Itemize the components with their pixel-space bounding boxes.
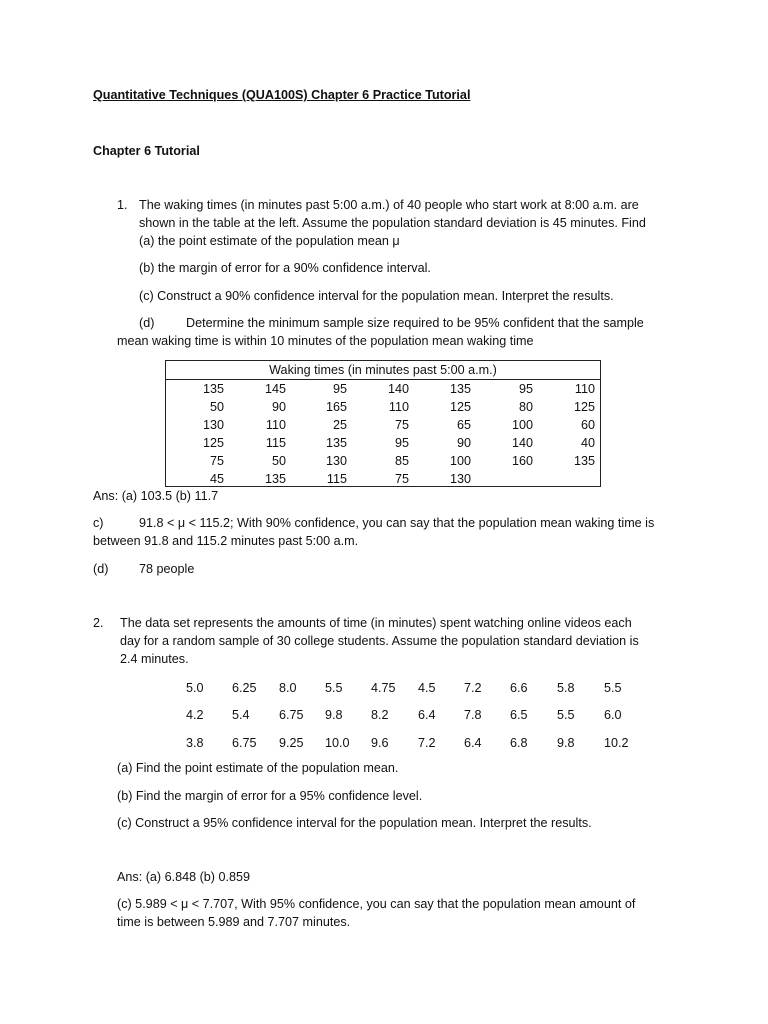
table-cell: 100 — [449, 454, 471, 468]
q1-answer-d-label: (d) — [93, 562, 109, 576]
table-cell: 125 — [202, 436, 224, 450]
table-cell: 135 — [449, 382, 471, 396]
table-cell: 135 — [325, 436, 347, 450]
q2-text-line: 2.4 minutes. — [120, 652, 189, 666]
data-value: 3.8 — [186, 736, 204, 750]
table-cell: 85 — [394, 454, 409, 468]
data-value: 5.5 — [557, 708, 575, 722]
table-caption: Waking times (in minutes past 5:00 a.m.) — [166, 361, 600, 380]
table-cell: 140 — [387, 382, 409, 396]
q1-answer-c-label: c) — [93, 516, 104, 530]
waking-times-table — [165, 360, 601, 487]
data-value: 10.0 — [325, 736, 350, 750]
data-value: 9.6 — [371, 736, 389, 750]
data-value: 5.5 — [604, 681, 622, 695]
table-cell: 45 — [209, 472, 224, 486]
table-cell: 110 — [265, 418, 286, 432]
table-cell: 100 — [511, 418, 533, 432]
q2-part-c: (c) Construct a 95% confidence interval for the population mean. Interpret the results. — [117, 816, 592, 830]
q2-answer-c-line: (c) 5.989 < μ < 7.707, With 95% confidence, you can say that the population mean amount of — [117, 897, 636, 911]
table-cell: 160 — [511, 454, 533, 468]
table-cell: 75 — [209, 454, 224, 468]
q1-part-d-label: (d) — [139, 316, 155, 330]
data-value: 7.2 — [418, 736, 436, 750]
table-cell: 115 — [265, 436, 286, 450]
table-cell: 75 — [394, 418, 409, 432]
q1-part-c: (c) Construct a 90% confidence interval for the population mean. Interpret the results. — [139, 289, 614, 303]
table-cell: 75 — [394, 472, 409, 486]
data-value: 6.6 — [510, 681, 528, 695]
data-value: 7.2 — [464, 681, 482, 695]
table-cell: 110 — [388, 400, 409, 414]
table-cell: 140 — [511, 436, 533, 450]
data-value: 6.4 — [464, 736, 482, 750]
data-value: 5.5 — [325, 681, 343, 695]
q1-text-line: shown in the table at the left. Assume the population standard deviation is 45 minutes. Find — [139, 216, 646, 230]
data-value: 5.8 — [557, 681, 575, 695]
table-cell: 80 — [518, 400, 533, 414]
table-cell: 25 — [332, 418, 347, 432]
table-cell: 95 — [394, 436, 409, 450]
data-value: 6.5 — [510, 708, 528, 722]
table-cell: 60 — [580, 418, 595, 432]
data-value: 6.25 — [232, 681, 257, 695]
q2-number: 2. — [93, 616, 104, 630]
q2-part-b: (b) Find the margin of error for a 95% confidence level. — [117, 789, 423, 803]
q1-text-line: The waking times (in minutes past 5:00 a.m.) of 40 people who start work at 8:00 a.m. are — [139, 198, 639, 212]
table-cell: 95 — [332, 382, 347, 396]
section-heading: Chapter 6 Tutorial — [93, 144, 200, 158]
data-value: 4.5 — [418, 681, 436, 695]
table-cell: 130 — [325, 454, 347, 468]
table-cell: 50 — [209, 400, 224, 414]
data-value: 6.0 — [604, 708, 622, 722]
data-value: 9.8 — [557, 736, 575, 750]
data-value: 8.2 — [371, 708, 389, 722]
table-cell — [473, 470, 533, 488]
data-value: 6.4 — [418, 708, 436, 722]
q1-answer-c-line: 91.8 < μ < 115.2; With 90% confidence, you can say that the population mean waking time is — [139, 516, 655, 530]
data-value: 4.2 — [186, 708, 204, 722]
table-cell: 130 — [449, 472, 471, 486]
table-cell: 125 — [573, 400, 595, 414]
data-value: 7.8 — [464, 708, 482, 722]
data-value: 5.4 — [232, 708, 250, 722]
table-cell: 145 — [264, 382, 286, 396]
table-cell: 165 — [325, 400, 347, 414]
q2-text-line: day for a random sample of 30 college students. Assume the population standard deviation is — [120, 634, 639, 648]
data-value: 6.8 — [510, 736, 528, 750]
q1-answer-d-text: 78 people — [139, 562, 195, 576]
table-cell: 65 — [456, 418, 471, 432]
q1-number: 1. — [117, 198, 128, 212]
q2-answer-ab: Ans: (a) 6.848 (b) 0.859 — [117, 870, 251, 884]
q2-text-line: The data set represents the amounts of time (in minutes) spent watching online videos each — [120, 616, 632, 630]
q1-part-d-continued: mean waking time is within 10 minutes of the population mean waking time — [117, 334, 534, 348]
data-value: 9.25 — [279, 736, 304, 750]
table-cell: 135 — [202, 382, 224, 396]
table-cell: 130 — [202, 418, 224, 432]
q1-part-d-text: Determine the minimum sample size required to be 95% confident that the sample — [186, 316, 644, 330]
data-value: 5.0 — [186, 681, 204, 695]
table-cell: 115 — [326, 472, 347, 486]
table-cell: 125 — [449, 400, 471, 414]
data-value: 8.0 — [279, 681, 297, 695]
table-cell: 110 — [574, 382, 595, 396]
table-cell: 135 — [264, 472, 286, 486]
data-value: 10.2 — [604, 736, 629, 750]
table-cell — [535, 470, 595, 488]
table-cell: 135 — [573, 454, 595, 468]
table-cell: 40 — [580, 436, 595, 450]
q1-text-line: (a) the point estimate of the population mean μ — [139, 234, 400, 248]
table-cell: 90 — [271, 400, 286, 414]
q2-answer-c-line: time is between 5.989 and 7.707 minutes. — [117, 915, 351, 929]
document-title: Quantitative Techniques (QUA100S) Chapter 6 Practice Tutorial — [93, 88, 471, 102]
q2-part-a: (a) Find the point estimate of the population mean. — [117, 761, 399, 775]
table-cell: 95 — [518, 382, 533, 396]
table-cell: 50 — [271, 454, 286, 468]
data-value: 6.75 — [279, 708, 304, 722]
table-cell: 90 — [456, 436, 471, 450]
q1-part-b: (b) the margin of error for a 90% confidence interval. — [139, 261, 431, 275]
q1-answer-ab: Ans: (a) 103.5 (b) 11.7 — [93, 489, 219, 503]
data-value: 6.75 — [232, 736, 257, 750]
data-value: 4.75 — [371, 681, 396, 695]
data-value: 9.8 — [325, 708, 343, 722]
q1-answer-c-line: between 91.8 and 115.2 minutes past 5:00 a.m. — [93, 534, 359, 548]
